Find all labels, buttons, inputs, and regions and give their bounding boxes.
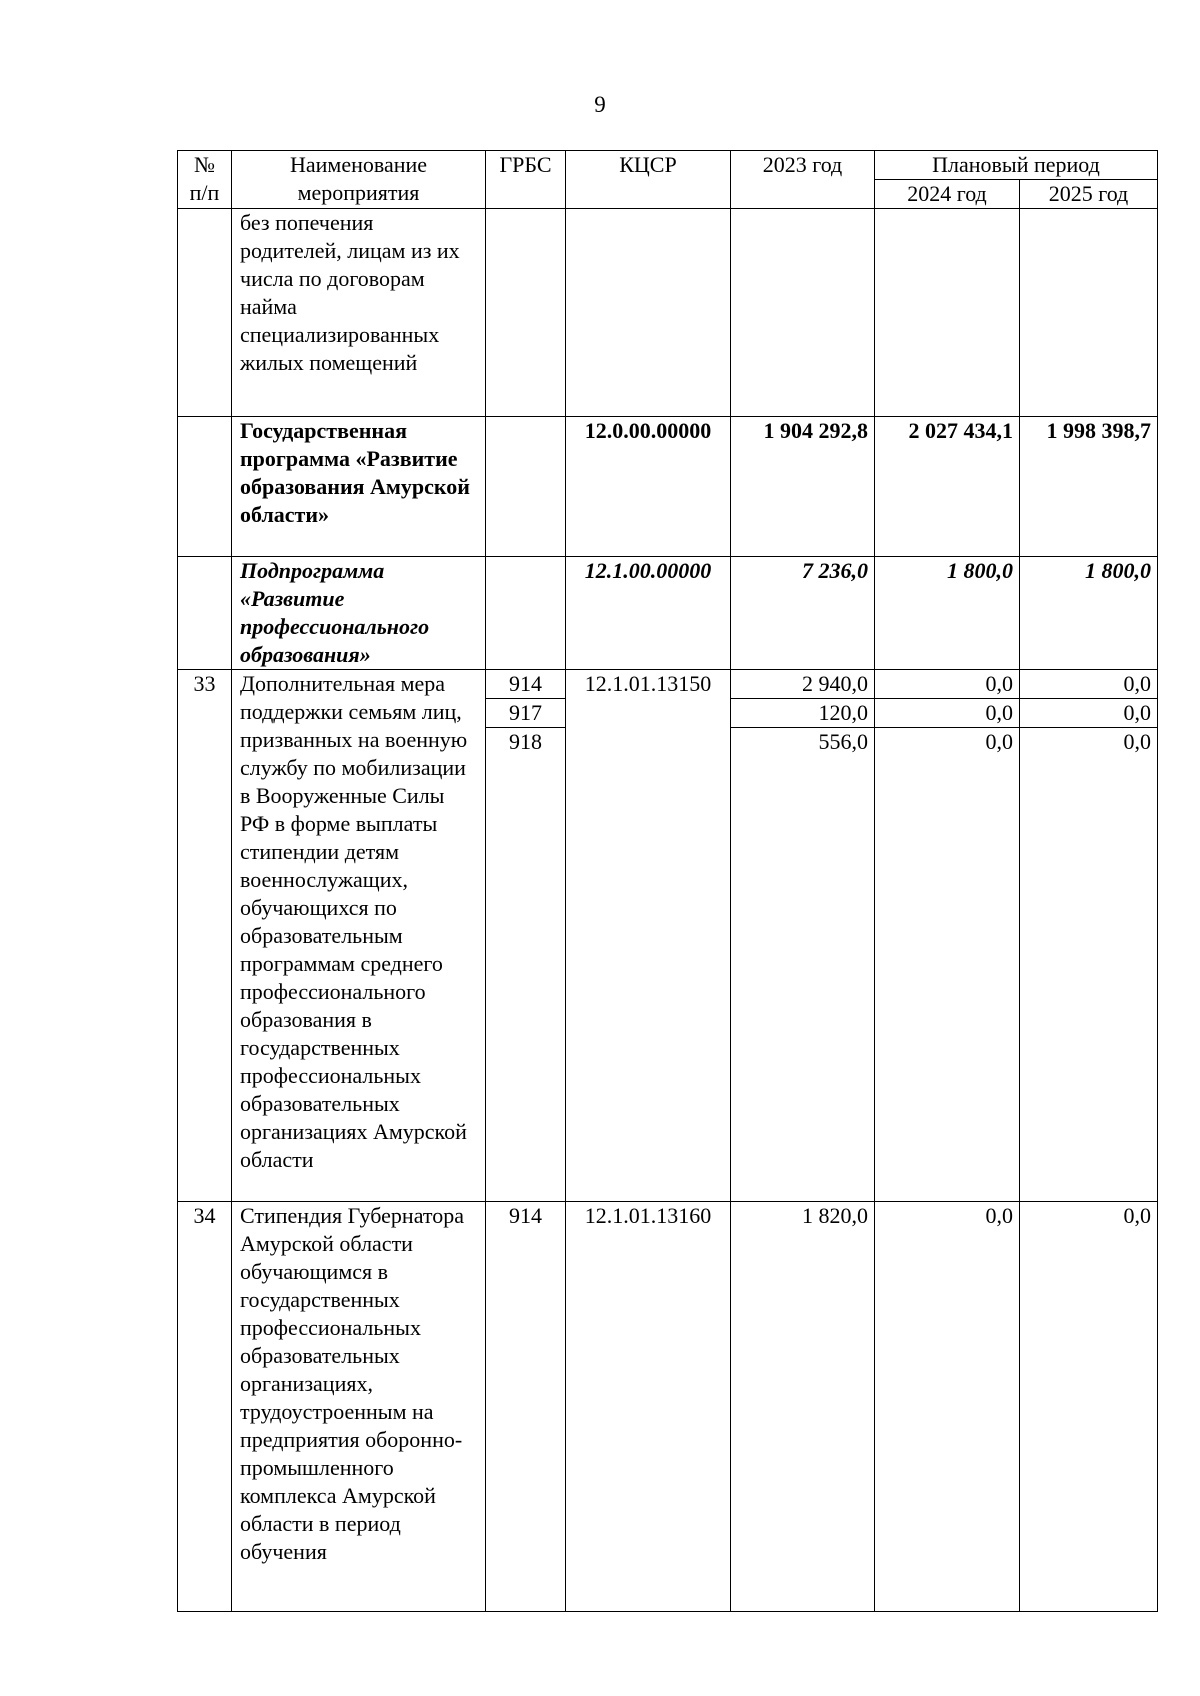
row-grbs — [486, 557, 566, 670]
row-grbs: 914 — [486, 1202, 566, 1612]
row-2023-cell — [731, 670, 875, 1202]
page-number: 9 — [594, 92, 606, 117]
header-kcsr: КЦСР — [566, 151, 731, 209]
row-2024: 0,0 — [875, 727, 1019, 756]
table-row — [178, 670, 1158, 1202]
row-num — [178, 209, 232, 417]
table-row — [178, 557, 1158, 670]
row-2025: 0,0 — [1020, 1202, 1158, 1612]
row-name: Государственная программа «Развитие образования Амурской области» — [232, 417, 486, 557]
row-grbs: 914 — [509, 671, 542, 696]
row-2025: 1 800,0 — [1020, 557, 1158, 670]
header-name: Наименование мероприятия — [232, 151, 486, 209]
row-2023: 556,0 — [731, 727, 874, 756]
row-2024: 0,0 — [985, 671, 1013, 696]
header-2024: 2024 год — [875, 180, 1020, 209]
row-2025: 1 998 398,7 — [1020, 417, 1158, 557]
row-name: Дополнительная мера поддержки семьям лиц, призванных на военную службу по мобилизации в Вооруженные Силы РФ в форме выплаты стипендии детям военнослужащих, обучающихся по образовательным программам среднего профессионального образования в государственных профессиональных образовательных организациях Амурской области — [232, 670, 486, 1202]
budget-table — [177, 150, 1158, 1612]
row-2025: 0,0 — [1020, 698, 1157, 727]
table-row — [178, 209, 1158, 417]
row-2023: 120,0 — [731, 698, 874, 727]
row-kcsr: 12.1.00.00000 — [566, 557, 731, 670]
row-2025 — [1020, 209, 1158, 417]
row-2024: 0,0 — [875, 1202, 1020, 1612]
row-2023 — [731, 209, 875, 417]
header-grbs: ГРБС — [486, 151, 566, 209]
row-kcsr — [566, 209, 731, 417]
row-num: 33 — [178, 670, 232, 1202]
row-kcsr: 12.1.01.13150 — [566, 670, 731, 1202]
row-2023: 1 904 292,8 — [731, 417, 875, 557]
table-row — [178, 1202, 1158, 1612]
row-2024: 0,0 — [875, 698, 1019, 727]
row-grbs — [486, 417, 566, 557]
table-row — [178, 417, 1158, 557]
row-2024: 1 800,0 — [875, 557, 1020, 670]
row-2024-cell — [875, 670, 1020, 1202]
row-name: Стипендия Губернатора Амурской области обучающимся в государственных профессиональных образовательных организациях, трудоустроенным на предприятия оборонно-промышленного комплекса Амурской области в период обучения — [232, 1202, 486, 1612]
row-2023: 7 236,0 — [731, 557, 875, 670]
row-2024: 2 027 434,1 — [875, 417, 1020, 557]
row-num: 34 — [178, 1202, 232, 1612]
row-name: Подпрограмма «Развитие профессионального образования» — [232, 557, 486, 670]
header-2025: 2025 год — [1020, 180, 1158, 209]
header-row — [178, 151, 1158, 180]
row-grbs — [486, 209, 566, 417]
row-2025: 0,0 — [1020, 727, 1157, 756]
row-grbs: 918 — [486, 727, 565, 756]
row-kcsr: 12.1.01.13160 — [566, 1202, 731, 1612]
row-2024 — [875, 209, 1020, 417]
row-name: без попечения родителей, лицам из их числа по договорам найма специализированных жилых помещений — [232, 209, 486, 417]
row-2023: 1 820,0 — [731, 1202, 875, 1612]
header-num: № п/п — [178, 151, 232, 209]
row-2023: 2 940,0 — [802, 671, 868, 696]
header-planned-period: Плановый период — [875, 151, 1158, 180]
row-num — [178, 417, 232, 557]
row-2025-cell — [1020, 670, 1158, 1202]
row-kcsr: 12.0.00.00000 — [566, 417, 731, 557]
row-2025: 0,0 — [1123, 671, 1151, 696]
row-grbs-cell — [486, 670, 566, 1202]
row-num — [178, 557, 232, 670]
row-grbs: 917 — [486, 698, 565, 727]
header-2023: 2023 год — [731, 151, 875, 209]
